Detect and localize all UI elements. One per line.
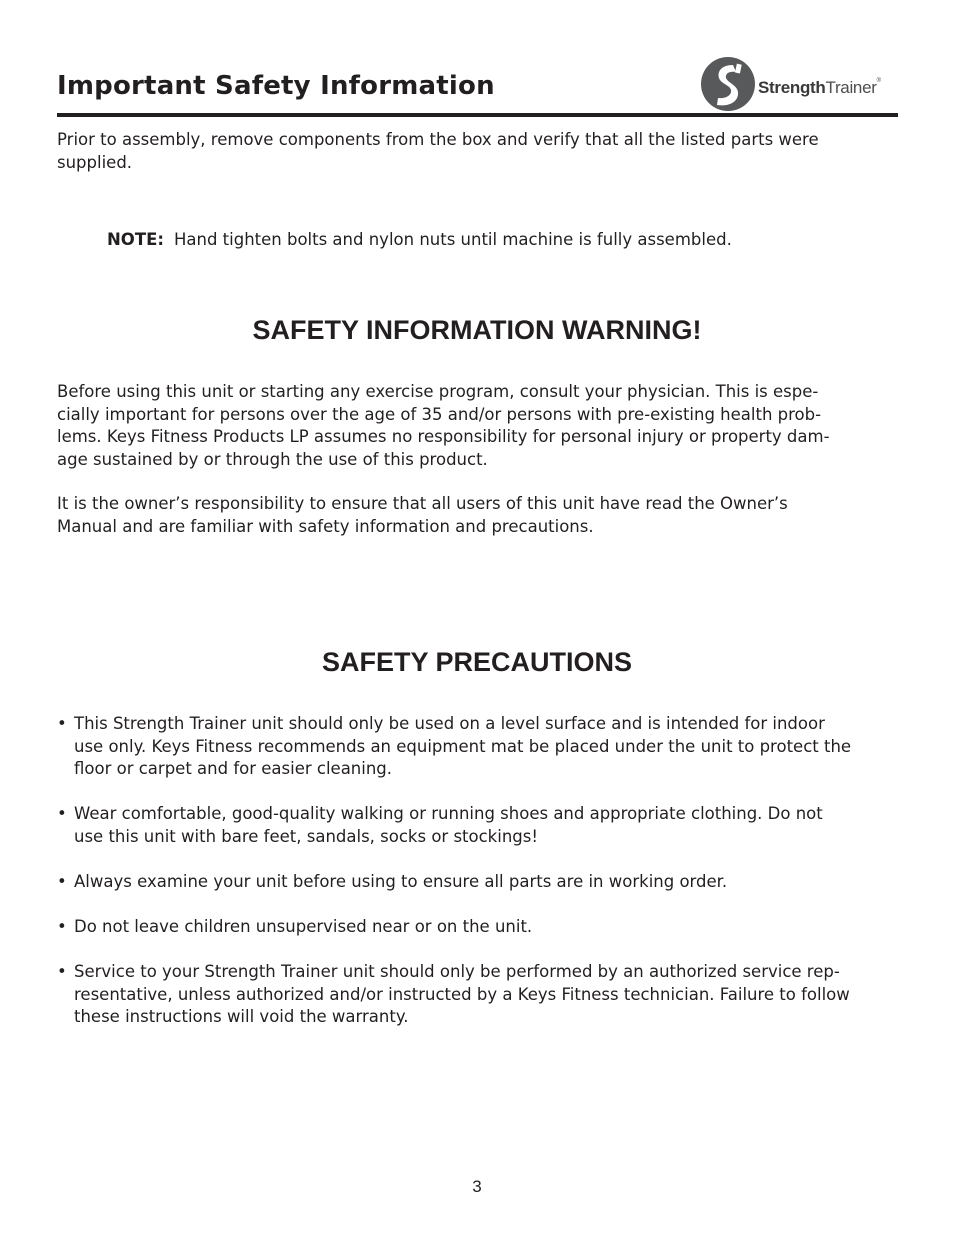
warning-line: It is the owner’s responsibility to ensure that all users of this unit have read the Owner’s — [57, 494, 788, 513]
assembly-note — [107, 229, 732, 251]
warning-paragraph-1 — [57, 381, 897, 472]
strength-trainer-logo-icon — [700, 56, 756, 112]
warning-line: lems. Keys Fitness Products LP assumes no responsibility for personal injury or property dam- — [57, 427, 830, 447]
logo-brand-bold: Strength — [758, 78, 826, 97]
precaution-line: floor or carpet and for easier cleaning. — [74, 759, 393, 779]
precaution-item — [57, 803, 899, 848]
warning-paragraph-2 — [57, 493, 897, 538]
intro-line: supplied. — [57, 152, 133, 172]
bullet-icon: • — [57, 804, 67, 823]
warning-line: Manual and are familiar with safety information and precautions. — [57, 516, 594, 536]
intro-line: Prior to assembly, remove components from the box and verify that all the listed parts were — [57, 130, 819, 149]
precaution-line: resentative, unless authorized and/or instructed by a Keys Fitness technician. Failure to follow — [74, 984, 850, 1004]
safety-warning-heading: SAFETY INFORMATION WARNING! — [252, 315, 702, 345]
safety-precautions-heading: SAFETY PRECAUTIONS — [321, 647, 633, 677]
precaution-line: these instructions will void the warranty. — [74, 1007, 409, 1027]
header-divider — [57, 113, 898, 117]
precaution-line: Always examine your unit before using to ensure all parts are in working order. — [74, 872, 728, 891]
precaution-line: This Strength Trainer unit should only be used on a level surface and is intended for indoor — [74, 714, 825, 733]
brand-logo — [700, 56, 900, 112]
logo-brand-regular: Trainer — [825, 78, 877, 97]
bullet-icon: • — [57, 917, 67, 936]
page-title: Important Safety Information — [57, 71, 495, 101]
precaution-line: use this unit with bare feet, sandals, socks or stockings! — [74, 826, 538, 846]
precaution-item — [57, 871, 899, 894]
bullet-icon: • — [57, 872, 67, 891]
page-number: 3 — [472, 1177, 482, 1196]
precaution-line: Service to your Strength Trainer unit should only be performed by an authorized service rep- — [74, 962, 840, 981]
precaution-line: Wear comfortable, good-quality walking or running shoes and appropriate clothing. Do not — [74, 804, 823, 823]
warning-line: cially important for persons over the age of 35 and/or persons with pre-existing health prob- — [57, 404, 822, 424]
note-text: Hand tighten bolts and nylon nuts until machine is fully assembled. — [173, 230, 732, 249]
logo-trademark: ® — [876, 78, 881, 84]
precaution-item — [57, 916, 899, 939]
precaution-line: Do not leave children unsupervised near or on the unit. — [74, 917, 533, 936]
precaution-item — [57, 713, 899, 781]
precaution-item — [57, 961, 899, 1029]
logo-wordmark — [758, 78, 881, 98]
precaution-line: use only. Keys Fitness recommends an equipment mat be placed under the unit to protect the — [74, 736, 852, 756]
intro-paragraph — [57, 129, 897, 174]
bullet-icon: • — [57, 962, 67, 981]
warning-line: age sustained by or through the use of this product. — [57, 450, 488, 470]
note-label: NOTE: — [107, 230, 164, 249]
bullet-icon: • — [57, 714, 67, 733]
warning-line: Before using this unit or starting any exercise program, consult your physician. This is espe- — [57, 382, 819, 401]
